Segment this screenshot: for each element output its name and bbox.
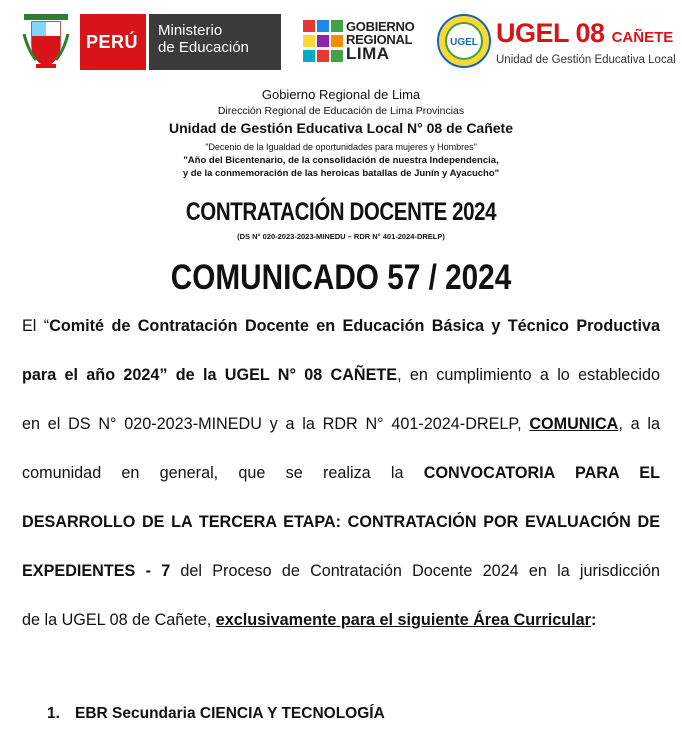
direccion-regional: Dirección Regional de Educación de Lima Provincias — [217, 105, 465, 117]
body-line-3: en el DS N° 020-2023-MINEDU y a la RDR N° 401-2024-DRELP, COMUNICA, a la — [22, 415, 660, 433]
body-line-7: de la UGEL 08 de Cañete, exclusivamente para el siguiente Área Curricular: — [22, 611, 597, 629]
gobierno-regional-lima-icon — [303, 20, 343, 64]
unidad-gestion: Unidad de Gestión Educativa Local N° 08 de Cañete — [168, 120, 514, 136]
contratacion-title: CONTRATACIÓN DOCENTE 2024 — [185, 198, 497, 226]
body-line-4: comunidad en general, que se realiza la CONVOCATORIA PARA EL — [22, 464, 660, 482]
body-line-2: para el año 2024” de la UGEL N° 08 CAÑETE, en cumplimiento a lo establecido — [22, 366, 660, 384]
comunicado-title: COMUNICADO 57 / 2024 — [170, 258, 512, 297]
gobierno-regional: Gobierno Regional de Lima — [261, 87, 421, 102]
ugel-title: UGEL 08 CAÑETE — [496, 18, 674, 48]
body-line-5: DESARROLLO DE LA TERCERA ETAPA: CONTRATACIÓN POR EVALUACIÓN DE — [22, 513, 660, 531]
minedu-label: Ministerio de Educación — [158, 22, 249, 56]
anio-motto-line1: "Año del Bicentenario, de la consolidación de nuestra Independencia, — [183, 155, 499, 166]
list-item-number: 1. — [47, 705, 60, 722]
gobierno-regional-lima-label: GOBIERNO REGIONAL LIMA — [346, 19, 415, 63]
peru-label: PERÚ — [86, 32, 139, 52]
svg-text:UGEL: UGEL — [450, 37, 478, 48]
list-item — [47, 705, 385, 723]
ugel-subtitle: Unidad de Gestión Educativa Local — [496, 54, 676, 66]
decenio-motto: "Decenio de la Igualdad de oportunidades para mujeres y Hombres" — [205, 142, 477, 152]
body-paragraph — [22, 302, 660, 645]
ugel-seal-icon — [437, 14, 491, 68]
anio-motto-line2: y de la conmemoración de las heroicas batallas de Junín y Ayacucho" — [182, 168, 500, 179]
logo-header — [0, 10, 682, 72]
body-line-6: EXPEDIENTES - 7 del Proceso de Contratación Docente 2024 en la jurisdicción — [22, 562, 660, 580]
peru-coat-of-arms-icon — [22, 14, 70, 70]
body-line-1: El “Comité de Contratación Docente en Educación Básica y Técnico Productiva — [22, 317, 660, 335]
list-item-text: EBR Secundaria CIENCIA Y TECNOLOGÍA — [75, 705, 385, 722]
ds-reference: (DS N° 020-2023-2023-MINEDU – RDR N° 401-2024-DRELP) — [237, 232, 445, 241]
